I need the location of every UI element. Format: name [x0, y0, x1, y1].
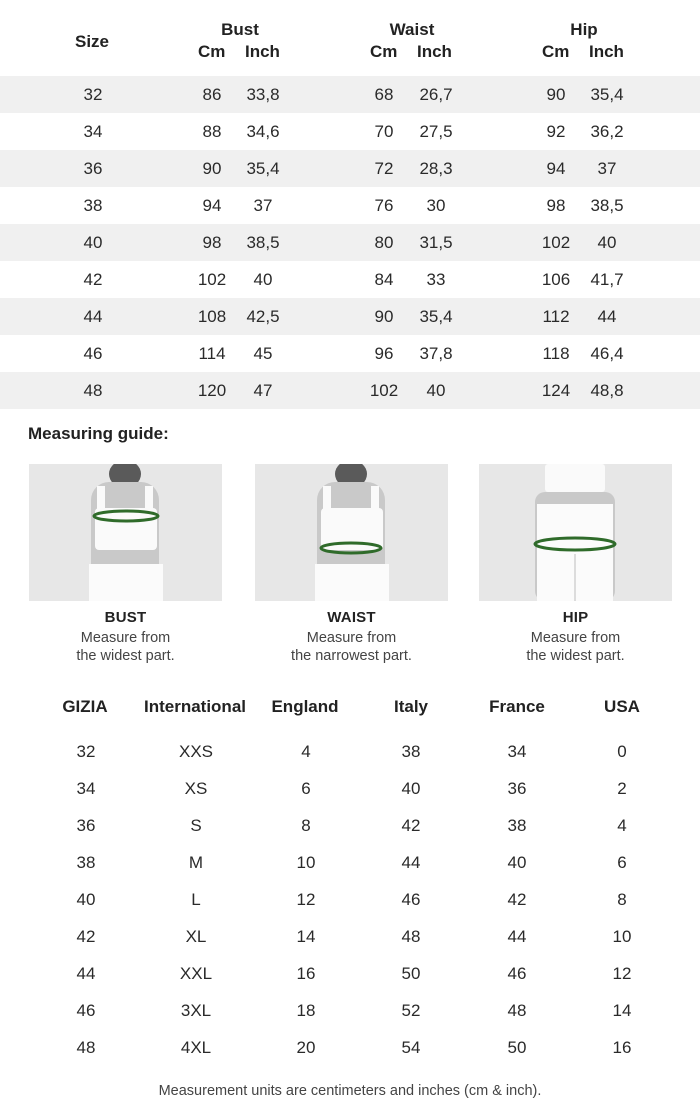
size-table-row	[0, 113, 700, 150]
size-table-row	[0, 298, 700, 335]
cell-hip-cm: 102	[541, 233, 571, 252]
header-usa: USA	[604, 697, 640, 716]
waist-guide-desc-line1: Measure from	[306, 630, 397, 646]
bust-guide-photo	[29, 464, 222, 601]
cell-bust-cm: 98	[202, 233, 222, 252]
waist-group-header: Waist	[389, 20, 435, 39]
cell-england: 16	[296, 964, 316, 983]
waist-guide-card	[255, 464, 448, 665]
cell-waist-cm: 96	[374, 344, 394, 363]
cell-gizia: 40	[76, 890, 96, 909]
cell-waist-in: 33	[426, 270, 446, 289]
cell-international: M	[188, 853, 204, 872]
cell-size: 32	[83, 85, 103, 104]
hip-group-header: Hip	[570, 20, 598, 39]
cell-usa: 4	[617, 816, 627, 835]
cell-bust-in: 37	[253, 196, 273, 215]
cell-waist-in: 37,8	[419, 344, 453, 363]
cell-hip-in: 41,7	[590, 270, 624, 289]
hip-guide-description	[479, 629, 672, 665]
cell-italy: 54	[401, 1038, 421, 1057]
cell-italy: 48	[401, 927, 421, 946]
cell-bust-in: 33,8	[246, 85, 280, 104]
waist-guide-label: WAIST	[327, 609, 376, 626]
cell-bust-cm: 90	[202, 159, 222, 178]
cell-hip-cm: 118	[542, 344, 570, 363]
size-table-row	[0, 224, 700, 261]
conversion-table-row	[0, 918, 700, 955]
size-table-row	[0, 150, 700, 187]
cell-usa: 0	[617, 742, 627, 761]
cell-france: 42	[507, 890, 527, 909]
cell-italy: 42	[401, 816, 421, 835]
cell-size: 40	[83, 233, 103, 252]
cell-international: 4XL	[180, 1038, 212, 1057]
cell-size: 38	[83, 196, 103, 215]
cell-usa: 14	[612, 1001, 632, 1020]
cell-hip-in: 38,5	[590, 196, 624, 215]
cell-waist-cm: 80	[374, 233, 394, 252]
cell-hip-cm: 90	[546, 85, 566, 104]
cell-france: 36	[507, 779, 527, 798]
cell-size: 46	[83, 344, 103, 363]
cell-italy: 50	[401, 964, 421, 983]
cell-waist-in: 30	[426, 196, 446, 215]
bust-guide-desc-line1: Measure from	[80, 630, 171, 646]
cell-bust-cm: 108	[197, 307, 227, 326]
bust-guide-description	[29, 629, 222, 665]
conversion-table-row	[0, 992, 700, 1029]
bust-guide-desc-line2: the widest part.	[76, 648, 175, 664]
conversion-table-row	[0, 881, 700, 918]
cell-gizia: 32	[76, 742, 96, 761]
cell-size: 44	[83, 307, 103, 326]
cell-international: S	[190, 816, 202, 835]
cell-gizia: 34	[76, 779, 96, 798]
cell-international: XXS	[178, 742, 214, 761]
cell-size: 34	[83, 122, 103, 141]
cell-italy: 38	[401, 742, 421, 761]
cell-hip-cm: 124	[541, 381, 571, 400]
size-table-row	[0, 372, 700, 409]
cell-england: 14	[296, 927, 316, 946]
cell-waist-cm: 68	[374, 85, 394, 104]
cell-size: 36	[83, 159, 103, 178]
hip-guide-desc-line2: the widest part.	[526, 648, 625, 664]
size-table-row	[0, 187, 700, 224]
cell-usa: 8	[617, 890, 627, 909]
hip-inch-header: Inch	[589, 42, 624, 61]
cell-waist-in: 40	[426, 381, 446, 400]
cell-bust-in: 47	[253, 381, 273, 400]
conversion-table-row	[0, 1029, 700, 1066]
cell-gizia: 42	[76, 927, 96, 946]
size-table-row	[0, 335, 700, 372]
waist-guide-desc-line2: the narrowest part.	[291, 648, 412, 664]
header-france: France	[489, 697, 545, 716]
cell-hip-in: 48,8	[590, 381, 624, 400]
cell-waist-cm: 84	[374, 270, 394, 289]
waist-figure-illustration	[255, 464, 448, 601]
bust-cm-header: Cm	[198, 42, 226, 61]
cell-waist-cm: 72	[374, 159, 394, 178]
cell-hip-cm: 94	[546, 159, 566, 178]
cell-england: 20	[296, 1038, 316, 1057]
cell-waist-in: 27,5	[419, 122, 453, 141]
hip-guide-desc-line1: Measure from	[530, 630, 621, 646]
header-england: England	[271, 697, 339, 716]
bust-group-header: Bust	[221, 20, 259, 39]
cell-international: XS	[184, 779, 208, 798]
cell-france: 46	[507, 964, 527, 983]
cell-bust-in: 35,4	[246, 159, 280, 178]
cell-bust-in: 34,6	[246, 122, 280, 141]
conversion-table-row	[0, 733, 700, 770]
hip-figure-illustration	[479, 464, 672, 601]
cell-bust-cm: 114	[198, 344, 226, 363]
cell-usa: 6	[617, 853, 627, 872]
cell-bust-in: 38,5	[246, 233, 280, 252]
header-italy: Italy	[393, 697, 429, 716]
cell-england: 18	[296, 1001, 316, 1020]
cell-bust-cm: 120	[197, 381, 227, 400]
cell-england: 8	[301, 816, 311, 835]
cell-italy: 52	[401, 1001, 421, 1020]
size-column-header: Size	[75, 32, 110, 51]
cell-bust-cm: 88	[202, 122, 222, 141]
size-table-row	[0, 76, 700, 113]
cell-france: 34	[507, 742, 527, 761]
cell-hip-cm: 92	[546, 122, 566, 141]
cell-waist-cm: 76	[374, 196, 394, 215]
cell-gizia: 38	[76, 853, 96, 872]
cell-usa: 12	[612, 964, 632, 983]
conversion-table-body	[0, 733, 700, 1066]
cell-waist-cm: 70	[374, 122, 394, 141]
cell-bust-in: 42,5	[246, 307, 280, 326]
cell-waist-in: 26,7	[419, 85, 453, 104]
cell-international: 3XL	[180, 1001, 212, 1020]
waist-inch-header: Inch	[417, 42, 452, 61]
cell-gizia: 44	[76, 964, 96, 983]
cell-gizia: 46	[76, 1001, 96, 1020]
conversion-table-row	[0, 955, 700, 992]
cell-england: 12	[296, 890, 316, 909]
cell-waist-cm: 90	[374, 307, 394, 326]
cell-england: 4	[301, 742, 311, 761]
conversion-table-row	[0, 844, 700, 881]
cell-hip-in: 40	[597, 233, 617, 252]
cell-italy: 46	[401, 890, 421, 909]
cell-waist-in: 28,3	[419, 159, 453, 178]
cell-gizia: 36	[76, 816, 96, 835]
cell-waist-cm: 102	[369, 381, 399, 400]
cell-france: 38	[507, 816, 527, 835]
header-gizia: GIZIA	[62, 697, 108, 716]
cell-france: 44	[507, 927, 527, 946]
conversion-table-row	[0, 770, 700, 807]
cell-international: XXL	[179, 964, 213, 983]
cell-hip-cm: 112	[542, 307, 570, 326]
cell-size: 42	[83, 270, 103, 289]
cell-waist-in: 35,4	[419, 307, 453, 326]
bust-guide-label: BUST	[104, 609, 147, 626]
hip-cm-header: Cm	[542, 42, 570, 61]
hip-guide-card	[479, 464, 672, 665]
waist-guide-photo	[255, 464, 448, 601]
cell-hip-in: 44	[597, 307, 617, 326]
cell-usa: 2	[617, 779, 627, 798]
cell-waist-in: 31,5	[419, 233, 453, 252]
cell-international: L	[191, 890, 201, 909]
cell-bust-cm: 94	[202, 196, 222, 215]
cell-italy: 40	[401, 779, 421, 798]
cell-hip-in: 46,4	[590, 344, 624, 363]
units-footnote: Measurement units are centimeters and inches (cm & inch).	[158, 1083, 542, 1099]
cell-hip-in: 36,2	[590, 122, 624, 141]
conversion-table-header	[0, 697, 700, 721]
cell-hip-cm: 98	[546, 196, 566, 215]
cell-bust-cm: 102	[197, 270, 227, 289]
cell-bust-in: 40	[253, 270, 273, 289]
conversion-table-row	[0, 807, 700, 844]
size-table-body	[0, 76, 700, 409]
hip-guide-photo	[479, 464, 672, 601]
cell-usa: 16	[612, 1038, 632, 1057]
measuring-guide-title: Measuring guide:	[28, 424, 169, 443]
cell-italy: 44	[401, 853, 421, 872]
size-table-row	[0, 261, 700, 298]
cell-size: 48	[83, 381, 103, 400]
cell-bust-in: 45	[253, 344, 273, 363]
cell-england: 10	[296, 853, 316, 872]
bust-guide-card	[29, 464, 222, 665]
bust-figure-illustration	[29, 464, 222, 601]
cell-france: 48	[507, 1001, 527, 1020]
cell-england: 6	[301, 779, 311, 798]
waist-guide-description	[255, 629, 448, 665]
cell-international: XL	[185, 927, 207, 946]
bust-inch-header: Inch	[245, 42, 280, 61]
cell-hip-in: 37	[597, 159, 617, 178]
cell-hip-in: 35,4	[590, 85, 624, 104]
cell-hip-cm: 106	[541, 270, 571, 289]
cell-france: 50	[507, 1038, 527, 1057]
waist-cm-header: Cm	[370, 42, 398, 61]
cell-bust-cm: 86	[202, 85, 222, 104]
hip-guide-label: HIP	[562, 609, 589, 626]
cell-gizia: 48	[76, 1038, 96, 1057]
header-international: International	[143, 697, 246, 716]
cell-usa: 10	[612, 927, 632, 946]
size-table-header	[0, 0, 700, 76]
cell-france: 40	[507, 853, 527, 872]
